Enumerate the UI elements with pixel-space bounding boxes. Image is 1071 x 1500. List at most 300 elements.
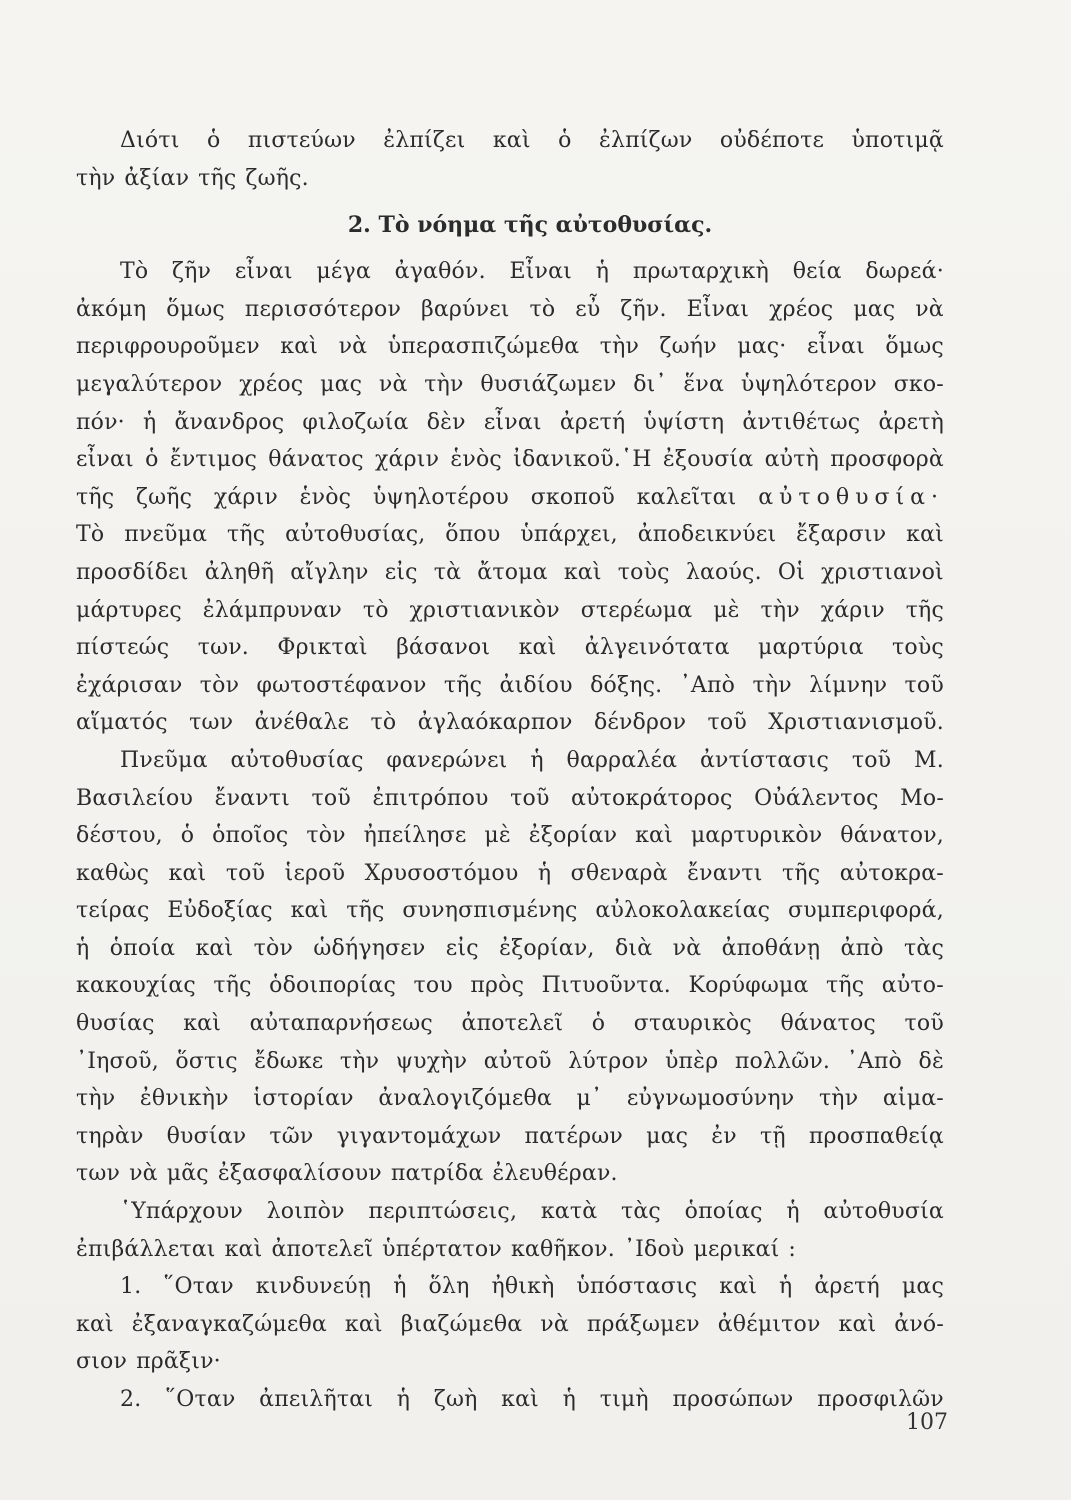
word: τῶν	[269, 1123, 314, 1149]
word: αὐλοκολακείας	[595, 898, 771, 924]
word: αἱμα-	[882, 1086, 944, 1112]
word: ἡ	[595, 259, 610, 285]
word: θαρραλέα	[566, 747, 678, 773]
word: τῆς	[826, 973, 865, 999]
word: τὴν	[76, 165, 116, 191]
text-line	[76, 930, 944, 968]
word: τῆς	[443, 672, 483, 698]
word: τὸν	[199, 672, 240, 698]
text-line	[76, 817, 944, 855]
word: εἶναι	[483, 409, 542, 435]
word: ἀρετὴ	[878, 409, 944, 435]
word: ἀνέθαλε	[254, 710, 350, 736]
page-number: 107	[906, 1410, 948, 1435]
word: των.	[197, 635, 249, 661]
word: τῆς	[346, 898, 385, 924]
word: τὸν	[306, 823, 346, 849]
word: Οὐάλεντος	[754, 785, 879, 811]
word: τὰ	[433, 559, 462, 585]
text-line	[76, 328, 944, 366]
word: περισσότερον	[244, 296, 402, 322]
word: καὶ	[501, 1387, 539, 1412]
word: χριστιανοὶ	[821, 559, 944, 585]
word: φιλοζωία	[302, 409, 409, 435]
word: ὁποίας	[684, 1199, 763, 1225]
word: ἡ	[393, 1274, 407, 1300]
word: λύτρον	[568, 1048, 649, 1074]
word: ὑπερασπιζώμεθα	[387, 334, 580, 360]
word: φανερώνει	[386, 747, 508, 773]
section-heading: 2. Τὸ νόημα τῆς αὐτοθυσίας.	[347, 212, 713, 239]
text-line	[76, 855, 944, 893]
word: χάριν	[820, 597, 885, 623]
word: προσδίδει	[76, 559, 189, 585]
word: Φρικταὶ	[277, 635, 368, 661]
word: ἀγλαόκαρπον	[417, 710, 573, 736]
word: ὑψηλοτέρου	[372, 484, 509, 510]
word: ὁ	[591, 1011, 606, 1037]
word: ἡ	[396, 1387, 411, 1412]
word: εἰς	[445, 935, 479, 961]
word: βάσανοι	[396, 635, 491, 661]
word: καθῆκον.	[510, 1236, 615, 1262]
word: οὐδέποτε	[719, 128, 825, 153]
word: ἀντιθέτως	[742, 409, 861, 435]
word: ἰδανικοῦ.῾Η	[513, 447, 652, 473]
word: τοὺς	[617, 559, 670, 585]
word: ἡ	[142, 409, 157, 435]
word: τὴν	[760, 597, 800, 623]
word: νὰ	[540, 1311, 569, 1337]
word: ῾Υπάρχουν	[120, 1199, 243, 1225]
word: καὶ	[635, 823, 673, 849]
word: αὐτοῦ	[483, 1048, 552, 1074]
word: ἐξασφαλίσουν	[217, 1161, 382, 1187]
word: μάρτυρες	[76, 597, 182, 623]
word: στερέωμα	[580, 597, 693, 623]
word: τείρας	[76, 898, 150, 924]
word: θυσίαν	[166, 1123, 247, 1149]
text-line	[76, 704, 944, 742]
word: τοῦ	[510, 785, 550, 811]
word: ἀιδίου	[499, 672, 573, 698]
word: εἶναι	[234, 259, 293, 285]
word: περιπτώσεις,	[368, 1199, 518, 1225]
word: νὰ	[672, 935, 702, 961]
word: αὐτοκρα-	[839, 860, 944, 886]
word: προσπαθείᾳ	[808, 1123, 944, 1149]
body-text	[76, 122, 944, 1419]
word: μας	[320, 371, 363, 397]
word: αὐτοθυσίας	[230, 747, 364, 773]
text-line	[76, 479, 944, 517]
word: ᾿Ιδοὺ	[623, 1236, 685, 1262]
word: τῆς	[213, 973, 252, 999]
word: τὴν	[752, 672, 792, 698]
word: μεγαλύτερον	[76, 371, 223, 397]
word: νὰ	[338, 334, 368, 360]
word: εὖ	[575, 296, 601, 322]
word: καὶ	[280, 334, 319, 360]
word: Εἶναι	[686, 296, 750, 322]
word: βαρύνει	[420, 296, 510, 322]
word: συνησπισμένης	[402, 898, 578, 924]
word: περιφρουροῦμεν	[76, 334, 260, 360]
word: πόν·	[76, 409, 125, 435]
word: ὑπόστασις	[576, 1274, 698, 1300]
word: ζωῆς.	[245, 165, 309, 191]
word: σθεναρὰ	[570, 860, 668, 886]
word: ἀπειλῆται	[259, 1387, 374, 1412]
word: ἱστορίαν	[253, 1086, 354, 1112]
word: βιαζώμεθα	[400, 1311, 523, 1337]
word: προσφορὰ	[830, 447, 944, 473]
word: πρωταρχικὴ	[632, 259, 769, 285]
word: τοῦ	[851, 747, 892, 773]
word: ἡ	[76, 935, 90, 961]
word: κινδυνεύῃ	[255, 1274, 372, 1300]
word: ὑπέρτατον	[382, 1236, 502, 1262]
text-line	[76, 554, 944, 592]
word: δένδρον	[593, 710, 687, 736]
word: αἵματός	[76, 710, 168, 736]
word: καὶ	[838, 1311, 877, 1337]
word: Πιτυοῦντα.	[541, 973, 671, 999]
spaced-word: αὐτοθυσία·	[758, 484, 944, 510]
word: καὶ	[906, 522, 944, 548]
word: ζωήν	[659, 334, 717, 360]
word: μας	[853, 296, 896, 322]
word: τὰς	[904, 935, 944, 961]
word: διὰ	[614, 935, 653, 961]
word: αὐτοθυσίας,	[285, 522, 426, 548]
word: ἀγαθόν.	[394, 259, 486, 285]
word: 2.	[120, 1387, 142, 1412]
word: γιγαντομάχων	[336, 1123, 502, 1149]
word: νὰ	[378, 371, 408, 397]
word: τῇ	[759, 1123, 786, 1149]
word: των	[189, 710, 234, 736]
word: ἀποθάνῃ	[721, 935, 821, 961]
word: τῆς	[227, 522, 266, 548]
word: ᾿Ιησοῦ,	[76, 1048, 159, 1074]
word: ὅστις	[175, 1048, 238, 1074]
word: ἐξορίαν,	[499, 935, 595, 961]
word: ἡ	[786, 1199, 800, 1225]
word: 1.	[120, 1274, 142, 1300]
word: χάριν	[213, 484, 278, 510]
word: δέστου,	[76, 823, 163, 849]
word: ὅμως	[166, 296, 225, 322]
word: θάνατος	[268, 447, 364, 473]
word: καθὼς	[76, 860, 150, 886]
word: καὶ	[563, 559, 602, 585]
text-line	[76, 1043, 944, 1081]
word: ὁποῖος	[212, 823, 289, 849]
word: κακουχίας	[76, 973, 196, 999]
word: ἡ	[779, 1274, 793, 1300]
text-line	[76, 892, 944, 930]
word: τοῦ	[311, 785, 351, 811]
word: τὴν	[76, 1086, 116, 1112]
word: τὰς	[621, 1199, 661, 1225]
text-line	[76, 1268, 944, 1306]
text-line	[76, 667, 944, 705]
word: σκοποῦ	[530, 484, 615, 510]
word: μας·	[737, 334, 787, 360]
word: προσφιλῶν	[817, 1387, 944, 1412]
word: ψυχὴν	[395, 1048, 468, 1074]
word: ὑποτιμᾷ	[851, 128, 944, 153]
word: θάνατον,	[840, 823, 944, 849]
text-line	[76, 291, 944, 329]
word: Κορύφωμα	[688, 973, 809, 999]
word: ὑπὲρ	[664, 1048, 719, 1074]
word: ὁ	[180, 823, 195, 849]
word: ἀναλογιζόμεθα	[378, 1086, 552, 1112]
word: κατὰ	[540, 1199, 598, 1225]
word: δωρεά·	[865, 259, 944, 285]
word: τὸν	[253, 935, 294, 961]
word: ζῆν	[172, 259, 212, 285]
word: ἠπείλησε	[363, 823, 467, 849]
word: πατρίδα	[390, 1161, 484, 1187]
word: μ᾽	[576, 1086, 603, 1112]
text-line	[76, 1080, 944, 1118]
word: τοὺς	[892, 635, 944, 661]
text-line	[76, 1193, 944, 1231]
word: ἀντίστασις	[699, 747, 830, 773]
word: Πνεῦμα	[120, 747, 208, 773]
word: εὐγνωμοσύνην	[626, 1086, 795, 1112]
word: ἀρετή	[559, 409, 626, 435]
word: ὁ	[558, 128, 572, 153]
word: πρὸς	[470, 973, 525, 999]
word: πολλῶν.	[734, 1048, 831, 1074]
word: αὐτοθυσία	[823, 1199, 944, 1225]
word: ἐπιτρόπου	[372, 785, 489, 811]
word: καὶ	[168, 860, 207, 886]
word: μας	[646, 1123, 689, 1149]
word: ἀκόμη	[76, 296, 147, 322]
word: ἡ	[562, 1387, 577, 1412]
word: ῞Οταν	[165, 1387, 236, 1412]
word: ἀθέμιτον	[717, 1311, 821, 1337]
word: τὴν	[599, 334, 640, 360]
word: ἀλγεινότατα	[584, 635, 730, 661]
word: ἀποτελεῖ	[461, 1011, 564, 1037]
word: Οἱ	[777, 559, 805, 585]
word: καὶ	[719, 1274, 758, 1300]
word: λαούς.	[685, 559, 762, 585]
word: Εἶναι	[509, 259, 573, 285]
word: ἀποδεικνύει	[637, 522, 777, 548]
word: ἐν	[711, 1123, 737, 1149]
word: Τὸ	[120, 259, 149, 285]
word: ἀνό-	[894, 1311, 944, 1337]
word: χριστιανικὸν	[409, 597, 560, 623]
word: εἰς	[384, 559, 418, 585]
word: ἡ	[530, 747, 544, 773]
word: ἑνὸς	[450, 447, 502, 473]
word: πατέρων	[524, 1123, 623, 1149]
word: χρέος	[239, 371, 304, 397]
word: ἀληθῆ	[204, 559, 275, 585]
word: ὅμως	[885, 334, 944, 360]
word: εἶναι	[806, 334, 865, 360]
word: μέγα	[316, 259, 371, 285]
word: Βασιλείου	[76, 785, 194, 811]
word: φωτοστέφανον	[256, 672, 427, 698]
text-line	[76, 253, 944, 291]
word: ζωὴ	[433, 1387, 478, 1412]
text-line	[76, 1118, 944, 1156]
word: τὸ	[370, 710, 397, 736]
word: :	[788, 1236, 797, 1262]
word: τοῦ	[904, 672, 944, 698]
word: τοῦ	[225, 860, 266, 886]
word: Διότι	[120, 128, 180, 153]
word: σκο-	[893, 371, 944, 397]
word: ἀπὸ	[840, 935, 884, 961]
word: ἔναντι	[687, 860, 763, 886]
word: ἀξίαν	[124, 165, 190, 191]
word: τὸ	[362, 597, 389, 623]
word: λίμνην	[809, 672, 888, 698]
text-line	[76, 629, 944, 667]
word: πρᾶξιν·	[136, 1349, 221, 1375]
text-line	[76, 160, 944, 198]
word: πίστεώς	[76, 635, 170, 661]
word: ἄνανδρος	[174, 409, 285, 435]
word: χάριν	[375, 447, 440, 473]
word: δὲ	[918, 1048, 944, 1074]
word: καλεῖται	[636, 484, 737, 510]
word: ἡ	[537, 860, 552, 886]
text-line	[76, 1155, 944, 1193]
word: σταυρικὸς	[633, 1011, 752, 1037]
word: ἐλευθέραν.	[492, 1161, 618, 1187]
word: θυσίας	[76, 1011, 155, 1037]
word: ὑπάρχει,	[520, 522, 618, 548]
word: καὶ	[224, 1236, 263, 1262]
word: αὐτο-	[881, 973, 944, 999]
word: ἐθνικὴν	[139, 1086, 229, 1112]
word: ὅπου	[445, 522, 501, 548]
text-line	[76, 1231, 944, 1269]
word: τηρὰν	[76, 1123, 144, 1149]
word: συμπεριφορά,	[787, 898, 944, 924]
word: ἔναντι	[214, 785, 291, 811]
word: ᾿Απὸ	[679, 672, 736, 698]
word: ζωῆς	[135, 484, 193, 510]
word: πιστεύων	[247, 128, 356, 153]
text-line	[76, 366, 944, 404]
word: ἐλάμπρυναν	[202, 597, 343, 623]
word: θυσιάζωμεν	[480, 371, 617, 397]
word: δι᾽	[633, 371, 667, 397]
word: καὶ	[183, 1011, 222, 1037]
word: ὁδοιπορίας	[269, 973, 396, 999]
word: θάνατος	[780, 1011, 876, 1037]
word: καὶ	[195, 935, 234, 961]
word: ζῆν.	[620, 296, 667, 322]
word: προσώπων	[672, 1387, 794, 1412]
word: Εὐδοξίας	[167, 898, 273, 924]
word: Μ.	[914, 747, 944, 773]
word: ἕνα	[683, 371, 725, 397]
word: αὐταπαρνήσεως	[249, 1011, 433, 1037]
word: αἴγλην	[290, 559, 369, 585]
word: ἄτομα	[477, 559, 548, 585]
word: σιον	[76, 1349, 128, 1375]
word: ὑψίστη	[643, 409, 725, 435]
word: τῆς	[782, 860, 821, 886]
word: ἐξουσία	[662, 447, 754, 473]
word: ῞Οταν	[163, 1274, 234, 1300]
word: τιμὴ	[599, 1387, 649, 1412]
word: καὶ	[344, 1311, 383, 1337]
text-line	[76, 1306, 944, 1344]
text-line	[76, 967, 944, 1005]
word: μὲ	[713, 597, 740, 623]
word: θεία	[792, 259, 842, 285]
word: Μο-	[900, 785, 944, 811]
word: των	[76, 1161, 121, 1187]
word: αὐτοκράτορος	[571, 785, 733, 811]
word: ἔξαρσιν	[796, 522, 887, 548]
word: καὶ	[518, 635, 557, 661]
word: ἀρετή	[814, 1274, 880, 1300]
word: ἐλπίζων	[599, 128, 693, 153]
word: τὴν	[339, 1048, 380, 1074]
word: Χρυσοστόμου	[364, 860, 519, 886]
word: μας	[901, 1274, 944, 1300]
word: δὲν	[426, 409, 466, 435]
word: ἔδωκε	[254, 1048, 324, 1074]
word: τῆς	[198, 165, 237, 191]
word: μὲ	[484, 823, 511, 849]
text-line	[76, 1381, 944, 1419]
word: ὑψηλότερον	[740, 371, 877, 397]
word: λοιπὸν	[266, 1199, 345, 1225]
word: ἱεροῦ	[284, 860, 346, 886]
text-line	[76, 780, 944, 818]
word: τοῦ	[904, 1011, 944, 1037]
word: νὰ	[129, 1161, 158, 1187]
word: ἐχάρισαν	[76, 672, 183, 698]
word: τῆς	[905, 597, 944, 623]
word: πράξωμεν	[586, 1311, 700, 1337]
word: καὶ	[492, 128, 531, 153]
text-line	[76, 404, 944, 442]
word: τὸ	[529, 296, 556, 322]
word: νὰ	[915, 296, 944, 322]
word: καὶ	[290, 898, 329, 924]
word: ἐξαναγκαζώμεθα	[131, 1311, 327, 1337]
word: ἐξορίαν	[528, 823, 618, 849]
word: ἐλπίζει	[383, 128, 466, 153]
word: χρέος	[769, 296, 834, 322]
text-line	[76, 122, 944, 160]
text-line	[76, 516, 944, 554]
word: πνεῦμα	[124, 522, 208, 548]
text-line	[76, 441, 944, 479]
word: ὅλη	[428, 1274, 470, 1300]
text-line	[76, 1343, 944, 1381]
word: μερικαί	[693, 1236, 780, 1262]
word: ἠθικὴ	[491, 1274, 555, 1300]
